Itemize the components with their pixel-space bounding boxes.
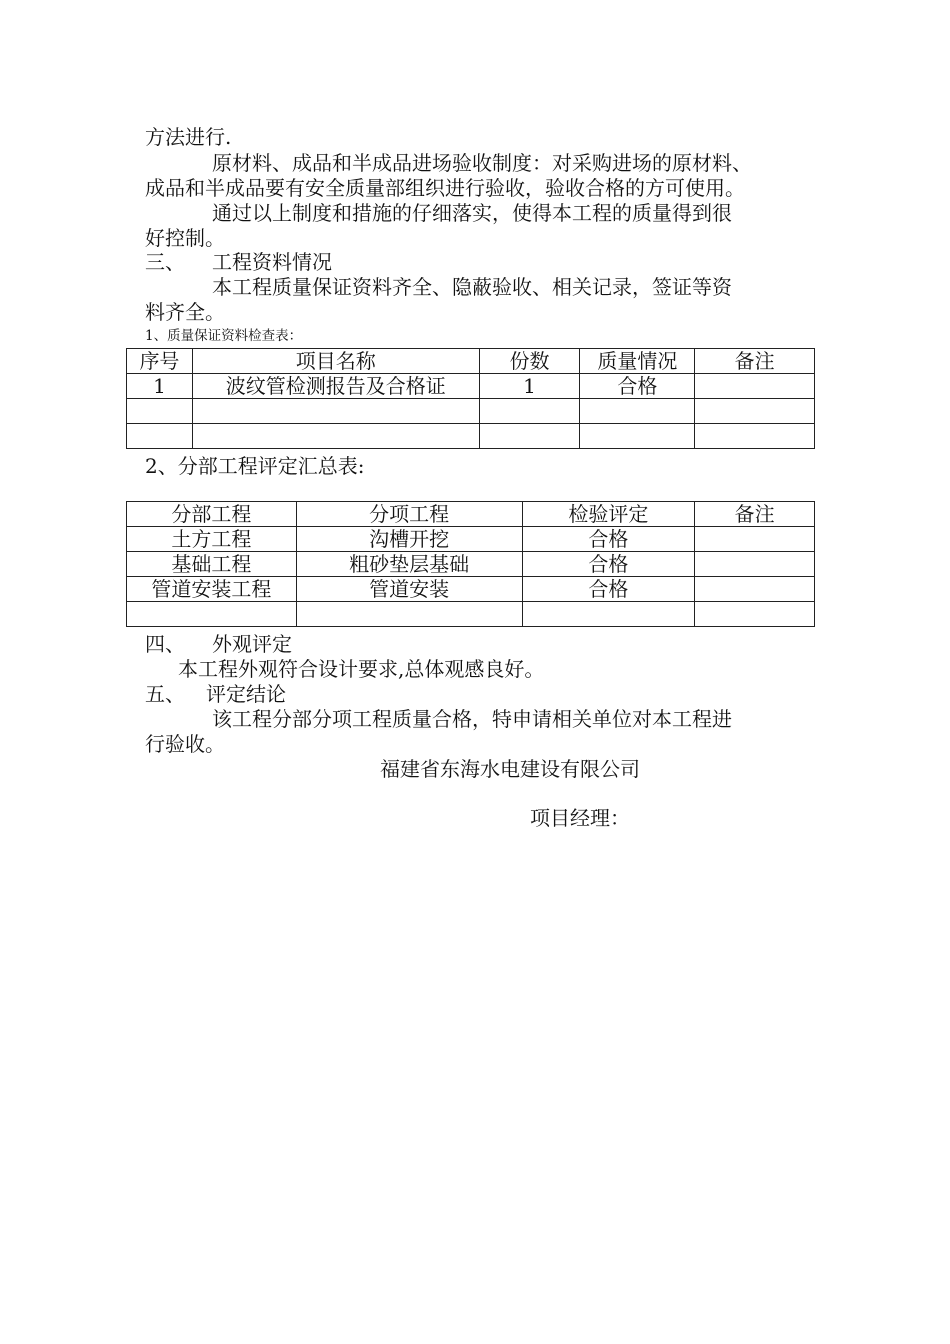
- table-row: [127, 374, 815, 399]
- table-header-cell: 分部工程: [127, 502, 297, 527]
- table-header-row: [127, 349, 815, 374]
- table-header-cell: 质量情况: [580, 349, 695, 374]
- table-row: [127, 552, 815, 577]
- section-heading: 工程资料情况: [212, 250, 332, 274]
- table-cell: 合格: [522, 527, 695, 552]
- table-header-cell: 序号: [127, 349, 193, 374]
- paragraph-line: 方法进行.: [145, 125, 232, 149]
- paragraph-line: 料齐全。: [145, 300, 225, 324]
- table-cell: [695, 374, 815, 399]
- table-cell: [522, 602, 695, 627]
- table-cell: 1: [127, 374, 193, 399]
- paragraph-line: 原材料、成品和半成品进场验收制度：对采购进场的原材料、: [212, 151, 752, 175]
- table-cell: 1: [479, 374, 580, 399]
- table-caption: 1、质量保证资料检查表：: [145, 328, 303, 344]
- table-cell: [695, 602, 815, 627]
- table-cell: [127, 424, 193, 449]
- table-cell: 波纹管检测报告及合格证: [192, 374, 479, 399]
- section-heading: 外观评定: [212, 632, 292, 656]
- paragraph-line: 通过以上制度和措施的仔细落实，使得本工程的质量得到很: [212, 201, 732, 225]
- table-cell: 合格: [522, 552, 695, 577]
- table-header-cell: 检验评定: [522, 502, 695, 527]
- table-header-cell: 备注: [695, 349, 815, 374]
- table-row: [127, 602, 815, 627]
- table-cell: 合格: [522, 577, 695, 602]
- section-number: 三、: [145, 250, 185, 274]
- table-caption: 2、分部工程评定汇总表:: [145, 454, 365, 478]
- table-cell: [695, 552, 815, 577]
- table-cell: [695, 527, 815, 552]
- table-cell: [479, 399, 580, 424]
- table-row: [127, 424, 815, 449]
- paragraph-line: 行验收。: [145, 732, 225, 756]
- paragraph-line: 本工程外观符合设计要求,总体观感良好。: [178, 657, 545, 681]
- project-manager-label: 项目经理：: [530, 806, 630, 830]
- division-evaluation-table: [126, 501, 815, 627]
- table-cell: [695, 399, 815, 424]
- table-header-cell: 备注: [695, 502, 815, 527]
- table-header-row: [127, 502, 815, 527]
- paragraph-line: 成品和半成品要有安全质量部组织进行验收，验收合格的方可使用。: [145, 176, 745, 200]
- table-cell: 粗砂垫层基础: [296, 552, 522, 577]
- table-cell: 合格: [580, 374, 695, 399]
- table-cell: [479, 424, 580, 449]
- quality-docs-table: [126, 348, 815, 449]
- table-cell: [192, 424, 479, 449]
- table-header-cell: 分项工程: [296, 502, 522, 527]
- table-cell: 土方工程: [127, 527, 297, 552]
- paragraph-line: 该工程分部分项工程质量合格，特申请相关单位对本工程进: [212, 707, 732, 731]
- table-cell: [296, 602, 522, 627]
- table-row: [127, 527, 815, 552]
- table-header-cell: 份数: [479, 349, 580, 374]
- section-number: 五、: [145, 682, 185, 706]
- company-name: 福建省东海水电建设有限公司: [380, 757, 640, 781]
- table-cell: [127, 399, 193, 424]
- table-cell: 管道安装工程: [127, 577, 297, 602]
- table-cell: [580, 399, 695, 424]
- section-heading: 评定结论: [206, 682, 286, 706]
- table-cell: [695, 424, 815, 449]
- table-cell: [695, 577, 815, 602]
- table-cell: [580, 424, 695, 449]
- section-number: 四、: [145, 632, 185, 656]
- table-cell: [127, 602, 297, 627]
- paragraph-line: 本工程质量保证资料齐全、隐蔽验收、相关记录，签证等资: [212, 275, 732, 299]
- table-row: [127, 399, 815, 424]
- paragraph-line: 好控制。: [145, 226, 225, 250]
- table-row: [127, 577, 815, 602]
- table-cell: 沟槽开挖: [296, 527, 522, 552]
- table-cell: [192, 399, 479, 424]
- table-cell: 管道安装: [296, 577, 522, 602]
- table-cell: 基础工程: [127, 552, 297, 577]
- table-header-cell: 项目名称: [192, 349, 479, 374]
